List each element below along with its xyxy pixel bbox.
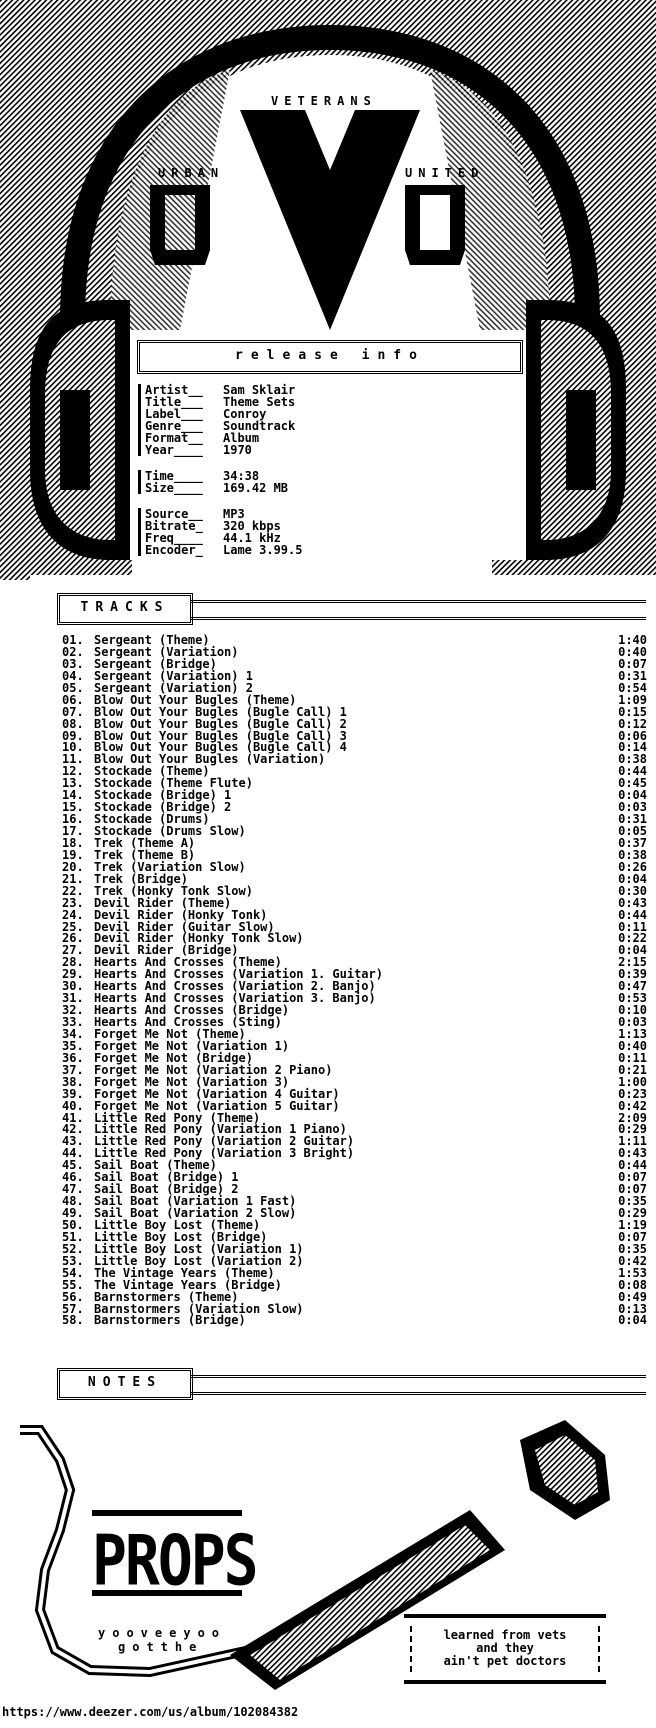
track-number: 03. bbox=[62, 656, 84, 671]
track-duration: 0:53 bbox=[618, 991, 647, 1006]
track-number: 39. bbox=[62, 1086, 84, 1101]
release-info-value: Conroy bbox=[223, 407, 267, 421]
track-duration: 1:11 bbox=[618, 1134, 647, 1149]
track-row bbox=[62, 1291, 647, 1303]
track-title: Sail Boat (Theme) bbox=[94, 1158, 217, 1173]
track-duration: 0:45 bbox=[618, 776, 647, 791]
track-title: Hearts And Crosses (Bridge) bbox=[94, 1003, 290, 1018]
track-title: Forget Me Not (Variation 2 Piano) bbox=[94, 1062, 333, 1077]
track-title: Hearts And Crosses (Theme) bbox=[94, 955, 282, 970]
track-number: 34. bbox=[62, 1026, 84, 1041]
track-number: 28. bbox=[62, 955, 84, 970]
track-row bbox=[62, 873, 647, 885]
track-title: Little Red Pony (Variation 1 Piano) bbox=[94, 1122, 347, 1137]
release-info-key: Label___ bbox=[145, 407, 203, 421]
track-duration: 0:14 bbox=[618, 740, 647, 755]
track-number: 57. bbox=[62, 1301, 84, 1316]
track-title: Barnstormers (Variation Slow) bbox=[94, 1301, 304, 1316]
track-title: Trek (Theme B) bbox=[94, 847, 196, 862]
quote-line-3: ain't pet doctors bbox=[443, 1654, 567, 1668]
track-title: Stockade (Theme Flute) bbox=[94, 776, 253, 791]
track-row bbox=[62, 718, 647, 730]
track-title: Stockade (Bridge) 2 bbox=[94, 800, 232, 815]
track-list bbox=[62, 634, 647, 1326]
track-title: Forget Me Not (Variation 4 Guitar) bbox=[94, 1086, 340, 1101]
track-duration: 0:44 bbox=[618, 907, 647, 922]
track-duration: 0:49 bbox=[618, 1289, 647, 1304]
track-row bbox=[62, 1076, 647, 1088]
release-info-panel bbox=[132, 378, 492, 578]
notes-art-line2: gotthe bbox=[118, 1640, 204, 1654]
release-info-group-time bbox=[138, 470, 288, 494]
track-number: 27. bbox=[62, 943, 84, 958]
release-info-value: Soundtrack bbox=[223, 419, 296, 433]
track-row bbox=[62, 1314, 647, 1326]
track-number: 58. bbox=[62, 1313, 84, 1328]
track-number: 42. bbox=[62, 1122, 84, 1137]
track-title: Little Red Pony (Variation 3 Bright) bbox=[94, 1146, 355, 1161]
quote-frame bbox=[410, 1626, 600, 1672]
track-number: 11. bbox=[62, 752, 84, 767]
track-duration: 0:38 bbox=[618, 847, 647, 862]
track-row bbox=[62, 1052, 647, 1064]
track-duration: 0:43 bbox=[618, 895, 647, 910]
notes-heading: NOTES bbox=[87, 1375, 163, 1390]
release-info-value: 169.42 MB bbox=[223, 481, 289, 495]
track-duration: 0:42 bbox=[618, 1098, 647, 1113]
track-title: Sergeant (Bridge) bbox=[94, 656, 217, 671]
track-title: Sail Boat (Bridge) 1 bbox=[94, 1170, 239, 1185]
track-duration: 0:08 bbox=[618, 1277, 647, 1292]
notes-header-rule bbox=[190, 1375, 646, 1395]
track-duration: 0:21 bbox=[618, 1062, 647, 1077]
track-number: 06. bbox=[62, 692, 84, 707]
track-duration: 1:09 bbox=[618, 692, 647, 707]
track-title: Hearts And Crosses (Sting) bbox=[94, 1015, 282, 1029]
track-number: 26. bbox=[62, 931, 84, 946]
quote-line-1: learned from vets bbox=[443, 1628, 567, 1642]
track-number: 14. bbox=[62, 788, 84, 803]
word-veterans: VETERANS bbox=[271, 94, 377, 108]
track-number: 41. bbox=[62, 1110, 84, 1125]
track-title: Sail Boat (Bridge) 2 bbox=[94, 1182, 239, 1197]
release-info-row bbox=[145, 444, 295, 456]
track-duration: 0:30 bbox=[618, 883, 647, 898]
track-title: Trek (Honky Tonk Slow) bbox=[94, 883, 253, 898]
track-number: 16. bbox=[62, 812, 84, 827]
track-duration: 0:04 bbox=[618, 871, 647, 886]
release-info-key: Format__ bbox=[145, 431, 203, 445]
track-title: Little Boy Lost (Theme) bbox=[94, 1217, 261, 1232]
release-info-value: Lame 3.99.5 bbox=[223, 543, 303, 557]
track-title: Blow Out Your Bugles (Bugle Call) 2 bbox=[94, 716, 347, 731]
track-duration: 0:26 bbox=[618, 859, 647, 874]
release-info-value: 320 kbps bbox=[223, 519, 281, 533]
track-number: 44. bbox=[62, 1146, 84, 1161]
track-duration: 0:40 bbox=[618, 644, 647, 659]
track-duration: 0:07 bbox=[618, 1229, 647, 1244]
track-number: 52. bbox=[62, 1241, 84, 1256]
track-number: 05. bbox=[62, 680, 84, 695]
release-info-value: 34:38 bbox=[223, 469, 260, 483]
track-title: Devil Rider (Theme) bbox=[94, 895, 232, 910]
track-title: Little Boy Lost (Variation 2) bbox=[94, 1253, 304, 1268]
track-duration: 2:09 bbox=[618, 1110, 647, 1125]
track-number: 30. bbox=[62, 979, 84, 994]
track-duration: 0:44 bbox=[618, 764, 647, 779]
track-number: 15. bbox=[62, 800, 84, 815]
track-number: 13. bbox=[62, 776, 84, 791]
track-title: Sail Boat (Variation 2 Slow) bbox=[94, 1206, 297, 1220]
track-number: 48. bbox=[62, 1194, 84, 1209]
track-title: Devil Rider (Guitar Slow) bbox=[94, 919, 275, 934]
word-united: UNITED bbox=[405, 166, 485, 180]
track-number: 38. bbox=[62, 1074, 84, 1089]
track-title: Blow Out Your Bugles (Theme) bbox=[94, 692, 297, 707]
track-number: 29. bbox=[62, 967, 84, 982]
track-title: Devil Rider (Bridge) bbox=[94, 943, 239, 958]
track-title: The Vintage Years (Theme) bbox=[94, 1265, 275, 1280]
track-title: Trek (Variation Slow) bbox=[94, 859, 246, 874]
track-number: 19. bbox=[62, 847, 84, 862]
track-title: Blow Out Your Bugles (Bugle Call) 1 bbox=[94, 704, 347, 719]
track-duration: 0:37 bbox=[618, 835, 647, 850]
track-title: Little Red Pony (Variation 2 Guitar) bbox=[94, 1134, 355, 1149]
notes-art-line1: yooveeyoo bbox=[98, 1626, 227, 1640]
track-number: 45. bbox=[62, 1158, 84, 1173]
track-number: 23. bbox=[62, 895, 84, 910]
track-title: Trek (Bridge) bbox=[94, 871, 188, 886]
track-title: The Vintage Years (Bridge) bbox=[94, 1277, 282, 1292]
track-row bbox=[62, 1088, 647, 1100]
track-title: Little Boy Lost (Variation 1) bbox=[94, 1241, 304, 1256]
track-title: Stockade (Theme) bbox=[94, 764, 210, 779]
release-info-group-tech bbox=[138, 508, 302, 556]
track-title: Stockade (Drums) bbox=[94, 812, 210, 827]
track-duration: 0:05 bbox=[618, 824, 647, 838]
track-duration: 1:40 bbox=[618, 633, 647, 647]
track-number: 47. bbox=[62, 1182, 84, 1197]
track-duration: 1:53 bbox=[618, 1265, 647, 1280]
track-duration: 1:19 bbox=[618, 1217, 647, 1232]
track-duration: 0:03 bbox=[618, 1015, 647, 1029]
track-duration: 0:47 bbox=[618, 979, 647, 994]
track-number: 01. bbox=[62, 633, 84, 647]
release-info-value: 1970 bbox=[223, 443, 252, 457]
track-duration: 0:42 bbox=[618, 1253, 647, 1268]
track-title: Little Boy Lost (Bridge) bbox=[94, 1229, 268, 1244]
release-info-value: Theme Sets bbox=[223, 395, 296, 409]
track-row bbox=[62, 909, 647, 921]
track-number: 46. bbox=[62, 1170, 84, 1185]
track-title: Barnstormers (Theme) bbox=[94, 1289, 239, 1304]
track-row bbox=[62, 1255, 647, 1267]
track-duration: 0:40 bbox=[618, 1038, 647, 1053]
track-duration: 0:13 bbox=[618, 1301, 647, 1316]
track-row bbox=[62, 682, 647, 694]
release-info-key: Title___ bbox=[145, 395, 203, 409]
track-title: Forget Me Not (Bridge) bbox=[94, 1050, 253, 1065]
track-number: 54. bbox=[62, 1265, 84, 1280]
track-duration: 0:35 bbox=[618, 1194, 647, 1209]
track-duration: 0:29 bbox=[618, 1206, 647, 1220]
track-duration: 0:38 bbox=[618, 752, 647, 767]
track-number: 25. bbox=[62, 919, 84, 934]
track-title: Little Red Pony (Theme) bbox=[94, 1110, 261, 1125]
track-number: 02. bbox=[62, 644, 84, 659]
track-title: Sail Boat (Variation 1 Fast) bbox=[94, 1194, 297, 1209]
track-duration: 0:39 bbox=[618, 967, 647, 982]
track-duration: 1:13 bbox=[618, 1026, 647, 1041]
notes-section-header bbox=[57, 1368, 193, 1400]
track-number: 20. bbox=[62, 859, 84, 874]
track-row bbox=[62, 694, 647, 706]
track-title: Sergeant (Theme) bbox=[94, 633, 210, 647]
track-number: 18. bbox=[62, 835, 84, 850]
track-title: Stockade (Drums Slow) bbox=[94, 824, 246, 838]
track-number: 49. bbox=[62, 1206, 84, 1220]
release-info-key: Year____ bbox=[145, 443, 203, 457]
track-number: 40. bbox=[62, 1098, 84, 1113]
track-title: Blow Out Your Bugles (Bugle Call) 4 bbox=[94, 740, 347, 755]
track-duration: 0:04 bbox=[618, 943, 647, 958]
release-info-value: MP3 bbox=[223, 507, 245, 521]
tracks-heading: TRACKS bbox=[80, 600, 170, 615]
track-duration: 0:07 bbox=[618, 1170, 647, 1185]
track-duration: 0:03 bbox=[618, 800, 647, 815]
track-number: 10. bbox=[62, 740, 84, 755]
release-info-title: release info bbox=[235, 348, 425, 363]
track-number: 08. bbox=[62, 716, 84, 731]
track-duration: 0:06 bbox=[618, 728, 647, 743]
track-duration: 0:12 bbox=[618, 716, 647, 731]
release-info-key: Source__ bbox=[145, 507, 203, 521]
footer-source-url: https://www.deezer.com/us/album/102084382 bbox=[2, 1705, 299, 1719]
track-title: Devil Rider (Honky Tonk) bbox=[94, 907, 268, 922]
track-title: Forget Me Not (Variation 5 Guitar) bbox=[94, 1098, 340, 1113]
release-info-row bbox=[145, 544, 302, 556]
track-number: 50. bbox=[62, 1217, 84, 1232]
release-info-value: Sam Sklair bbox=[223, 383, 296, 397]
track-duration: 0:54 bbox=[618, 680, 647, 695]
track-number: 32. bbox=[62, 1003, 84, 1018]
track-duration: 0:07 bbox=[618, 656, 647, 671]
track-number: 55. bbox=[62, 1277, 84, 1292]
release-info-key: Freq____ bbox=[145, 531, 203, 545]
track-row bbox=[62, 706, 647, 718]
notes-art-props: PROPS bbox=[92, 1519, 257, 1602]
tracks-header-rule bbox=[190, 600, 646, 620]
track-number: 24. bbox=[62, 907, 84, 922]
track-title: Blow Out Your Bugles (Variation) bbox=[94, 752, 326, 767]
track-duration: 0:15 bbox=[618, 704, 647, 719]
track-title: Blow Out Your Bugles (Bugle Call) 3 bbox=[94, 728, 347, 743]
track-title: Sergeant (Variation) 1 bbox=[94, 668, 253, 683]
track-duration: 0:04 bbox=[618, 1313, 647, 1328]
track-number: 51. bbox=[62, 1229, 84, 1244]
track-number: 33. bbox=[62, 1015, 84, 1029]
track-title: Forget Me Not (Variation 1) bbox=[94, 1038, 290, 1053]
track-row bbox=[62, 1243, 647, 1255]
track-duration: 0:11 bbox=[618, 1050, 647, 1065]
track-title: Hearts And Crosses (Variation 1. Guitar) bbox=[94, 967, 383, 982]
track-title: Trek (Theme A) bbox=[94, 835, 196, 850]
track-number: 31. bbox=[62, 991, 84, 1006]
track-row bbox=[62, 885, 647, 897]
release-info-header bbox=[137, 340, 523, 374]
track-number: 12. bbox=[62, 764, 84, 779]
release-info-key: Bitrate_ bbox=[145, 519, 203, 533]
track-duration: 0:07 bbox=[618, 1182, 647, 1197]
track-title: Hearts And Crosses (Variation 3. Banjo) bbox=[94, 991, 376, 1006]
release-info-key: Time____ bbox=[145, 469, 203, 483]
track-row bbox=[62, 897, 647, 909]
track-duration: 1:00 bbox=[618, 1074, 647, 1089]
track-number: 56. bbox=[62, 1289, 84, 1304]
track-duration: 0:10 bbox=[618, 1003, 647, 1018]
track-duration: 0:43 bbox=[618, 1146, 647, 1161]
track-number: 04. bbox=[62, 668, 84, 683]
release-info-row bbox=[145, 482, 288, 494]
track-number: 36. bbox=[62, 1050, 84, 1065]
track-number: 43. bbox=[62, 1134, 84, 1149]
track-duration: 0:04 bbox=[618, 788, 647, 803]
track-duration: 0:31 bbox=[618, 668, 647, 683]
track-title: Forget Me Not (Variation 3) bbox=[94, 1074, 290, 1089]
track-title: Forget Me Not (Theme) bbox=[94, 1026, 246, 1041]
track-duration: 0:44 bbox=[618, 1158, 647, 1173]
track-number: 22. bbox=[62, 883, 84, 898]
track-number: 37. bbox=[62, 1062, 84, 1077]
release-info-value: 44.1 kHz bbox=[223, 531, 281, 545]
track-number: 53. bbox=[62, 1253, 84, 1268]
track-title: Hearts And Crosses (Variation 2. Banjo) bbox=[94, 979, 376, 994]
track-row bbox=[62, 1267, 647, 1279]
track-title: Sergeant (Variation) 2 bbox=[94, 680, 253, 695]
release-info-group-main bbox=[138, 384, 295, 456]
word-urban: URBAN bbox=[158, 166, 225, 180]
track-number: 21. bbox=[62, 871, 84, 886]
track-duration: 0:35 bbox=[618, 1241, 647, 1256]
track-row bbox=[62, 670, 647, 682]
track-title: Sergeant (Variation) bbox=[94, 644, 239, 659]
track-duration: 2:15 bbox=[618, 955, 647, 970]
tracks-section-header bbox=[57, 593, 193, 625]
release-info-key: Genre___ bbox=[145, 419, 203, 433]
track-row bbox=[62, 1100, 647, 1112]
track-number: 09. bbox=[62, 728, 84, 743]
track-duration: 0:29 bbox=[618, 1122, 647, 1137]
track-row bbox=[62, 861, 647, 873]
quote-line-2: and they bbox=[476, 1641, 534, 1655]
track-duration: 0:11 bbox=[618, 919, 647, 934]
track-number: 17. bbox=[62, 824, 84, 838]
track-row bbox=[62, 1064, 647, 1076]
release-info-key: Encoder_ bbox=[145, 543, 203, 557]
track-number: 35. bbox=[62, 1038, 84, 1053]
quote-box bbox=[404, 1614, 606, 1684]
track-title: Devil Rider (Honky Tonk Slow) bbox=[94, 931, 304, 946]
track-title: Stockade (Bridge) 1 bbox=[94, 788, 232, 803]
track-duration: 0:31 bbox=[618, 812, 647, 827]
track-row bbox=[62, 1279, 647, 1291]
track-title: Barnstormers (Bridge) bbox=[94, 1313, 246, 1328]
track-number: 07. bbox=[62, 704, 84, 719]
track-duration: 0:23 bbox=[618, 1086, 647, 1101]
release-info-key: Size____ bbox=[145, 481, 203, 495]
release-info-value: Album bbox=[223, 431, 260, 445]
track-duration: 0:22 bbox=[618, 931, 647, 946]
release-info-key: Artist__ bbox=[145, 383, 203, 397]
